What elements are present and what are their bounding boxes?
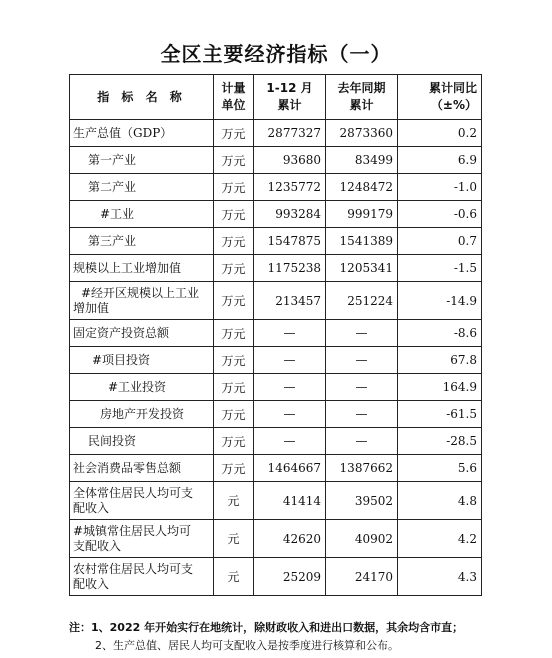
header-previous: 去年同期 累计	[326, 75, 398, 120]
table-row	[70, 147, 482, 174]
row-name: 生产总值（GDP）	[70, 120, 214, 147]
row-name: 规模以上工业增加值	[70, 255, 214, 282]
row-unit: 万元	[214, 374, 254, 401]
row-name: #经开区规模以上工业 增加值	[70, 282, 214, 320]
row-percent: 6.9	[398, 147, 482, 174]
row-unit: 万元	[214, 228, 254, 255]
row-name: 第二产业	[70, 174, 214, 201]
row-previous: —	[326, 401, 398, 428]
row-percent: 0.2	[398, 120, 482, 147]
row-percent: -28.5	[398, 428, 482, 455]
row-previous: 24170	[326, 558, 398, 596]
row-current: 1464667	[254, 455, 326, 482]
row-current: 25209	[254, 558, 326, 596]
table-row	[70, 255, 482, 282]
row-percent: 4.8	[398, 482, 482, 520]
row-name: #工业投资	[70, 374, 214, 401]
table-row	[70, 347, 482, 374]
row-current: —	[254, 428, 326, 455]
row-previous: 1387662	[326, 455, 398, 482]
page-title: 全区主要经济指标（一）	[160, 42, 392, 66]
table-row	[70, 455, 482, 482]
table-row	[70, 428, 482, 455]
header-current: 1-12 月 累计	[254, 75, 326, 120]
footnote-1: 注：1、2022 年开始实行在地统计，除财政收入和进出口数据，其余均含市直；	[69, 621, 464, 634]
row-percent: 0.7	[398, 228, 482, 255]
row-previous: —	[326, 428, 398, 455]
row-name: 第一产业	[70, 147, 214, 174]
row-unit: 万元	[214, 174, 254, 201]
row-unit: 万元	[214, 147, 254, 174]
row-unit: 万元	[214, 120, 254, 147]
table-row	[70, 401, 482, 428]
row-percent: -61.5	[398, 401, 482, 428]
table-row	[70, 282, 482, 320]
row-percent: 4.2	[398, 520, 482, 558]
row-current: —	[254, 401, 326, 428]
row-previous: —	[326, 347, 398, 374]
table-row	[70, 558, 482, 596]
row-previous: 39502	[326, 482, 398, 520]
row-percent: -0.6	[398, 201, 482, 228]
row-previous: 1248472	[326, 174, 398, 201]
row-name: 社会消费品零售总额	[70, 455, 214, 482]
footnotes	[69, 619, 549, 655]
row-unit: 万元	[214, 347, 254, 374]
table-row	[70, 374, 482, 401]
row-percent: 67.8	[398, 347, 482, 374]
footnote-2: 2、生产总值、居民人均可支配收入是按季度进行核算和公布。	[95, 639, 399, 652]
row-name: #工业	[70, 201, 214, 228]
header-name: 指 标 名 称	[70, 75, 214, 120]
row-previous: 2873360	[326, 120, 398, 147]
table-header-row	[70, 75, 482, 120]
row-current: —	[254, 320, 326, 347]
row-unit: 万元	[214, 282, 254, 320]
row-percent: 4.3	[398, 558, 482, 596]
table-row	[70, 320, 482, 347]
row-previous: 40902	[326, 520, 398, 558]
row-previous: 83499	[326, 147, 398, 174]
row-percent: 164.9	[398, 374, 482, 401]
row-current: 1235772	[254, 174, 326, 201]
row-name: 固定资产投资总额	[70, 320, 214, 347]
row-name: 民间投资	[70, 428, 214, 455]
row-unit: 万元	[214, 201, 254, 228]
row-previous: 1541389	[326, 228, 398, 255]
row-unit: 元	[214, 558, 254, 596]
row-name: #城镇常住居民人均可 支配收入	[70, 520, 214, 558]
row-name: 房地产开发投资	[70, 401, 214, 428]
table-row	[70, 201, 482, 228]
row-previous: —	[326, 374, 398, 401]
row-name: #项目投资	[70, 347, 214, 374]
row-current: 42620	[254, 520, 326, 558]
header-percent: 累计同比 （±%）	[398, 75, 482, 120]
row-current: 1547875	[254, 228, 326, 255]
row-previous: —	[326, 320, 398, 347]
table-row	[70, 482, 482, 520]
indicator-table	[69, 74, 482, 596]
row-current: 993284	[254, 201, 326, 228]
row-previous: 999179	[326, 201, 398, 228]
row-unit: 元	[214, 482, 254, 520]
row-unit: 万元	[214, 401, 254, 428]
row-previous: 1205341	[326, 255, 398, 282]
row-percent: 5.6	[398, 455, 482, 482]
row-current: —	[254, 347, 326, 374]
row-previous: 251224	[326, 282, 398, 320]
row-percent: -14.9	[398, 282, 482, 320]
header-unit: 计量 单位	[214, 75, 254, 120]
row-percent: -1.0	[398, 174, 482, 201]
row-name: 第三产业	[70, 228, 214, 255]
row-unit: 万元	[214, 455, 254, 482]
row-current: 2877327	[254, 120, 326, 147]
table-row	[70, 228, 482, 255]
table-row	[70, 174, 482, 201]
row-percent: -1.5	[398, 255, 482, 282]
row-current: 1175238	[254, 255, 326, 282]
row-name: 农村常住居民人均可支 配收入	[70, 558, 214, 596]
row-unit: 万元	[214, 320, 254, 347]
row-percent: -8.6	[398, 320, 482, 347]
row-current: —	[254, 374, 326, 401]
row-unit: 万元	[214, 255, 254, 282]
table-row	[70, 520, 482, 558]
row-current: 213457	[254, 282, 326, 320]
row-current: 93680	[254, 147, 326, 174]
row-unit: 元	[214, 520, 254, 558]
row-name: 全体常住居民人均可支 配收入	[70, 482, 214, 520]
row-unit: 万元	[214, 428, 254, 455]
table-row	[70, 120, 482, 147]
row-current: 41414	[254, 482, 326, 520]
